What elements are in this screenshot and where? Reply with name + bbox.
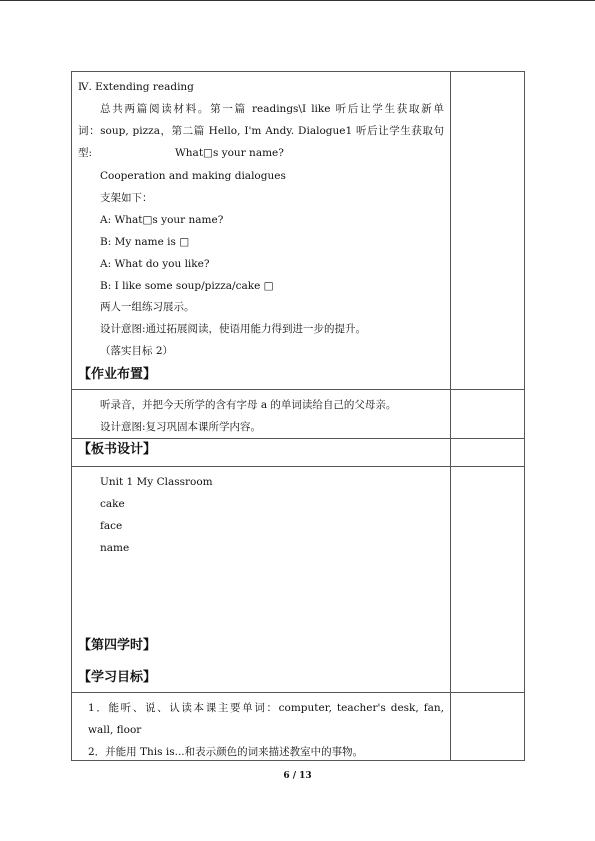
- objective-item-continued: wall, floor: [88, 724, 142, 736]
- text-line: 支架如下：: [100, 192, 153, 204]
- text-line: 词：soup, pizza，第二篇 Hello, I'm Andy. Dialogue1 听后让学生获取句: [78, 125, 444, 137]
- row-divider: [71, 438, 525, 439]
- homework-heading: 【作业布置】: [78, 367, 157, 382]
- row-divider: [71, 692, 525, 693]
- text-line: 设计意图:通过拓展阅读，使语用能力得到进一步的提升。: [100, 323, 367, 335]
- objectives-heading: 【学习目标】: [78, 670, 157, 685]
- dialogue-line: B: My name is □: [100, 236, 190, 248]
- homework-text: 设计意图:复习巩固本课所学内容。: [100, 421, 262, 433]
- board-word: face: [100, 520, 123, 532]
- objective-item: 2．并能用 This is...和表示颜色的词来描述教室中的事物。: [88, 746, 364, 758]
- dialogue-line: A: What do you like?: [100, 258, 210, 270]
- top-rule: [0, 0, 595, 1]
- board-word: cake: [100, 498, 125, 510]
- text-line: 型:: [78, 147, 93, 159]
- board-title: Unit 1 My Classroom: [100, 476, 213, 488]
- text-line: Cooperation and making dialogues: [100, 170, 286, 182]
- row-divider: [71, 389, 525, 390]
- lesson-four-heading: 【第四学时】: [78, 638, 157, 653]
- column-divider: [450, 71, 451, 761]
- text-line: What□s your name?: [175, 147, 284, 159]
- dialogue-line: B: I like some soup/pizza/cake □: [100, 280, 274, 292]
- text-line: 总共两篇阅读材料。第一篇 readings\I like 听后让学生获取新单: [100, 103, 444, 115]
- page-number: 6 / 13: [283, 771, 312, 781]
- text-line: 两人一组练习展示。: [100, 301, 195, 313]
- section-heading-extending-reading: Ⅳ. Extending reading: [78, 81, 194, 93]
- board-word: name: [100, 542, 130, 554]
- dialogue-line: A: What□s your name?: [100, 214, 224, 226]
- homework-text: 听录音，并把今天所学的含有字母 a 的单词读给自己的父母亲。: [100, 399, 397, 411]
- board-heading: 【板书设计】: [78, 442, 157, 457]
- objective-item: 1．能听、说、认读本课主要单词：computer, teacher's desk, fan,: [88, 702, 444, 714]
- row-divider: [71, 466, 525, 467]
- text-line: （落实目标 2）: [100, 345, 174, 357]
